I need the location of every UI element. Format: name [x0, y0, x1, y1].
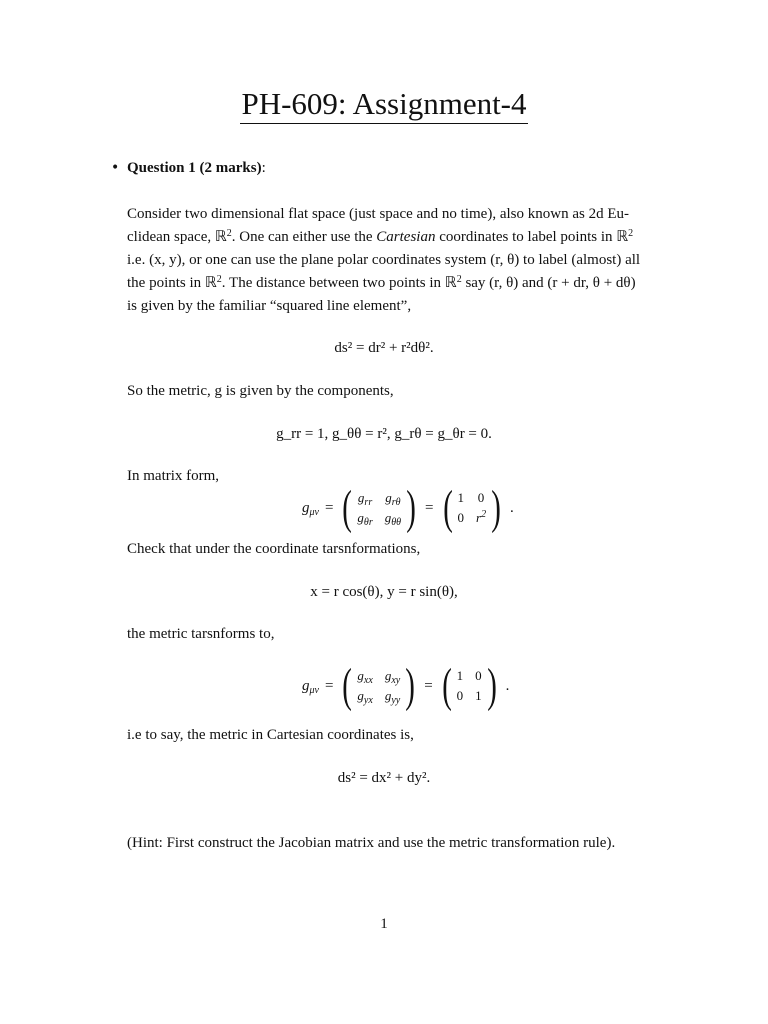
paragraph-hint: (Hint: First construct the Jacobian matrix and use the metric transformation rule).: [127, 835, 616, 851]
equation-cartesian-line-element: ds² = dx² + dy².: [337, 770, 431, 786]
paragraph-intro: [127, 203, 679, 318]
bullet-icon: •: [111, 160, 120, 176]
para1-line1: Consider two dimensional flat space (just space and no time), also known as 2d Eu-: [127, 206, 629, 222]
paragraph-metric-components: So the metric, g is given by the components,: [127, 383, 394, 399]
para1-line5: is given by the familiar “squared line element”,: [127, 298, 412, 314]
para1-line4: the points in ℝ$^2$. The distance between two points in ℝ$^2$ say (r, θ) and (r + dr, θ + dθ): [127, 274, 636, 291]
equation-matrix-cartesian: $g_{\mu\nu}$ = ( $g_{xx}$ $g_{xy}$ $g_{yx}$ $g_{yy}$ ) = ( 1 0 0 1 ) .: [302, 659, 510, 712]
question-label-suffix: :: [261, 160, 266, 176]
equation-matrix-polar: $g_{\mu\nu}$ = ( $g_{rr}$ $g_{r\theta}$ $g_{\theta r}$ $g_{\theta\theta}$ ) = ( 1 0 0 $r^2$ ) .: [302, 481, 514, 534]
question-heading: [127, 157, 679, 180]
equation-metric-components: g_rr = 1, g_θθ = r², g_rθ = g_θr = 0.: [276, 426, 492, 442]
paragraph-cartesian-metric: i.e to say, the metric in Cartesian coordinates is,: [127, 727, 414, 743]
paragraph-coordinate-transform: Check that under the coordinate tarsnformations,: [127, 541, 421, 557]
para1-line3: i.e. (x, y), or one can use the plane polar coordinates system (r, θ) to label (almost) all: [127, 252, 641, 268]
equation-line-element: ds² = dr² + r²dθ².: [334, 340, 434, 356]
page-title: [0, 84, 768, 124]
matrix-polar-values: 1 0 0 $r^2$: [457, 490, 487, 525]
page-number: 1: [380, 916, 388, 932]
matrix-polar-symbolic: $g_{rr}$ $g_{r\theta}$ $g_{\theta r}$ $g_{\theta\theta}$: [357, 490, 402, 528]
matrix-cartesian-values: 1 0 0 1: [456, 668, 482, 703]
question-label: Question 1 (2 marks): [127, 160, 262, 176]
matrix-cartesian-symbolic: $g_{xx}$ $g_{xy}$ $g_{yx}$ $g_{yy}$: [357, 668, 401, 706]
paragraph-matrix-form: In matrix form,: [127, 468, 220, 484]
para1-line2: clidean space, ℝ$^2$. One can either use the Cartesian coordinates to label points in ℝ$^2$: [127, 228, 634, 245]
paragraph-metric-transforms: the metric tarsnforms to,: [127, 626, 275, 642]
page-title-text: PH-609: Assignment-4: [240, 86, 527, 124]
equation-coordinate-transform: x = r cos(θ), y = r sin(θ),: [310, 584, 458, 600]
